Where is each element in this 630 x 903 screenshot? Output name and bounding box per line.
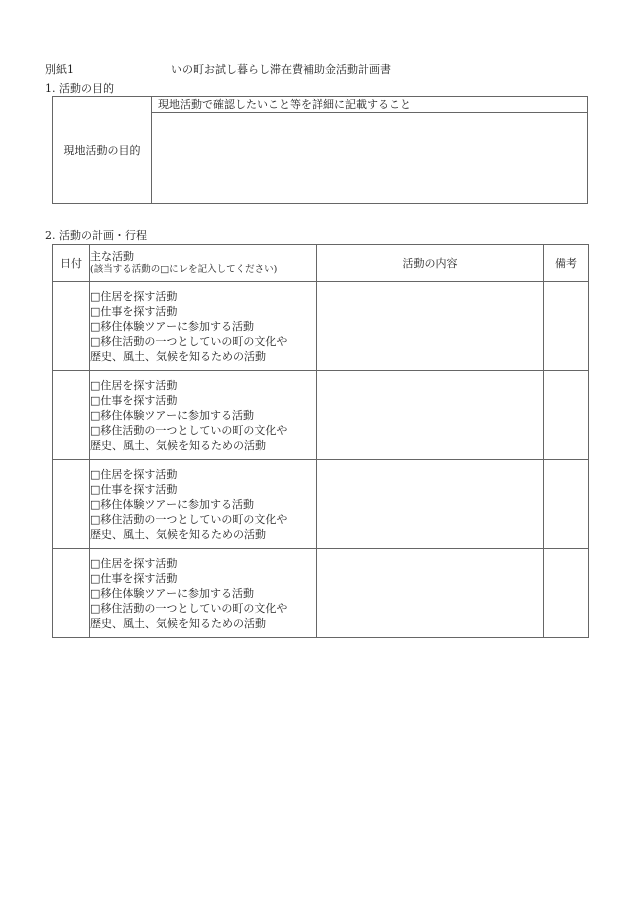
notes-cell[interactable]: [544, 549, 589, 638]
activity-option-culture[interactable]: □移住活動の一つとしていの町の文化や: [90, 601, 288, 615]
activity-option-culture[interactable]: □移住活動の一つとしていの町の文化や: [90, 423, 288, 437]
activity-option-housing[interactable]: □住居を探す活動: [90, 289, 178, 303]
document-title: いの町お試し暮らし滞在費補助金活動計画書: [171, 63, 391, 76]
content-cell[interactable]: [317, 371, 544, 460]
plan-table-header: [53, 245, 589, 282]
content-cell[interactable]: [317, 549, 544, 638]
activity-option-tour[interactable]: □移住体験ツアーに参加する活動: [90, 319, 255, 333]
purpose-instruction: 現地活動で確認したいこと等を詳細に記載すること: [152, 97, 587, 113]
table-row: [53, 371, 589, 460]
activity-option-job[interactable]: □仕事を探す活動: [90, 571, 178, 585]
column-header-main-activity: [90, 245, 317, 282]
activity-option-job[interactable]: □仕事を探す活動: [90, 304, 178, 318]
notes-cell[interactable]: [544, 282, 589, 371]
activity-option-tour[interactable]: □移住体験ツアーに参加する活動: [90, 408, 255, 422]
table-row: [53, 282, 589, 371]
main-activity-note: (該当する活動の□にレを記入してください): [90, 264, 278, 275]
notes-cell[interactable]: [544, 460, 589, 549]
activity-option-culture-cont: 歴史、風土、気候を知るための活動: [90, 438, 266, 452]
activity-option-culture[interactable]: □移住活動の一つとしていの町の文化や: [90, 512, 288, 526]
content-cell[interactable]: [317, 460, 544, 549]
main-activity-cell: [90, 549, 317, 638]
activity-option-housing[interactable]: □住居を探す活動: [90, 378, 178, 392]
activity-option-job[interactable]: □仕事を探す活動: [90, 482, 178, 496]
date-cell[interactable]: [53, 549, 90, 638]
activity-option-culture-cont: 歴史、風土、気候を知るための活動: [90, 616, 266, 630]
column-header-date: 日付: [53, 245, 90, 282]
main-activity-cell: [90, 282, 317, 371]
activity-option-housing[interactable]: □住居を探す活動: [90, 556, 178, 570]
date-cell[interactable]: [53, 282, 90, 371]
date-cell[interactable]: [53, 460, 90, 549]
purpose-row-label: 現地活動の目的: [53, 97, 152, 203]
activity-option-culture-cont: 歴史、風土、気候を知るための活動: [90, 349, 266, 363]
main-activity-label: 主な活動: [90, 250, 134, 263]
section2-heading: 2. 活動の計画・行程: [45, 229, 147, 242]
main-activity-cell: [90, 460, 317, 549]
plan-table: [52, 244, 589, 638]
activity-option-culture[interactable]: □移住活動の一つとしていの町の文化や: [90, 334, 288, 348]
activity-option-housing[interactable]: □住居を探す活動: [90, 467, 178, 481]
column-header-content: 活動の内容: [317, 245, 544, 282]
column-header-notes: 備考: [544, 245, 589, 282]
activity-option-tour[interactable]: □移住体験ツアーに参加する活動: [90, 586, 255, 600]
activity-option-job[interactable]: □仕事を探す活動: [90, 393, 178, 407]
content-cell[interactable]: [317, 282, 544, 371]
main-activity-cell: [90, 371, 317, 460]
purpose-table: [52, 96, 588, 204]
date-cell[interactable]: [53, 371, 90, 460]
notes-cell[interactable]: [544, 371, 589, 460]
annex-label: 別紙1: [45, 63, 74, 76]
purpose-content-field[interactable]: [152, 113, 587, 203]
table-row: [53, 460, 589, 549]
activity-option-tour[interactable]: □移住体験ツアーに参加する活動: [90, 497, 255, 511]
section1-heading: 1. 活動の目的: [45, 82, 114, 95]
table-row: [53, 549, 589, 638]
activity-option-culture-cont: 歴史、風土、気候を知るための活動: [90, 527, 266, 541]
